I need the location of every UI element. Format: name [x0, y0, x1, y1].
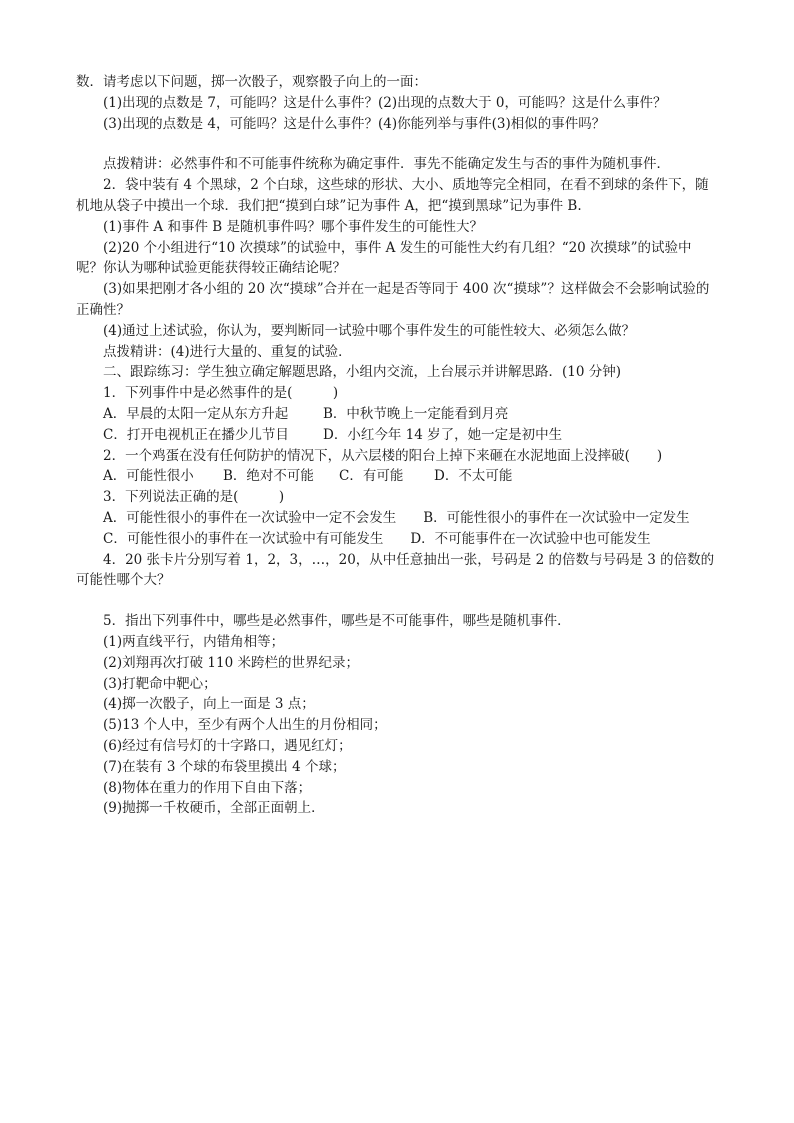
document-page	[76, 72, 716, 819]
example-2-question-4: (4)通过上述试验，你认为，要判断同一试验中哪个事件发生的可能性较大、必须怎么做？	[103, 322, 636, 339]
spacer	[76, 591, 716, 611]
practice-5-item: (6)经过有信号灯的十字路口，遇见红灯；	[103, 737, 352, 754]
practice-2-option-c: C．有可能	[339, 468, 404, 485]
practice-5-item: (1)两直线平行，内错角相等；	[103, 633, 285, 650]
practice-5-item: (9)抛掷一千枚硬币，全部正面朝上．	[103, 800, 325, 817]
practice-5-item: (3)打靶命中靶心；	[103, 675, 217, 692]
example-2-question-1: (1)事件 A 和事件 B 是随机事件吗？哪个事件发生的可能性大？	[103, 218, 483, 235]
practice-5-item: (7)在装有 3 个球的布袋里摸出 4 个球；	[103, 758, 346, 775]
practice-5-item: (5)13 个人中，至少有两个人出生的月份相同；	[103, 717, 387, 734]
practice-1-stem: 1．下列事件中是必然事件的是( )	[103, 385, 339, 402]
practice-2-option-d: D．不太可能	[434, 468, 513, 485]
practice-5-stem: 5．指出下列事件中，哪些是必然事件，哪些是不可能事件，哪些是随机事件．	[103, 613, 571, 630]
example-2-question-3: (3)如果把刚才各小组的 20 次“摸球”合并在一起是否等同于 400 次“摸球”？这样做会不会影响试验的正确性？	[76, 281, 710, 318]
practice-2-options	[76, 466, 716, 487]
practice-3-stem: 3．下列说法正确的是( )	[103, 489, 285, 506]
example-2-question-2: (2)20 个小组进行“10 次摸球”的试验中，事件 A 发生的可能性大约有几组？“20 次摸球”的试验中呢？你认为哪种试验更能获得较正确结论呢？	[76, 239, 692, 277]
practice-3-options-cd: C．可能性很小的事件在一次试验中有可能发生 D．不可能事件在一次试验中也可能发生	[103, 530, 651, 547]
practice-1-option-a: A．早晨的太阳一定从东方升起	[103, 405, 289, 422]
practice-1-option-c: C．打开电视机正在播少儿节目	[103, 426, 289, 443]
practice-1-option-b: B．中秋节晚上一定能看到月亮	[323, 405, 509, 422]
example-2-stem: 2．袋中装有 4 个黑球，2 个白球，这些球的形状、大小、质地等完全相同，在看不到球的条件下，随机地从袋子中摸出一个球．我们把“摸到白球”记为事件 A，把“摸到黑球”记为事件 B.	[76, 177, 709, 214]
practice-4: 4．20 张卡片分别写着 1，2，3，…，20，从中任意抽出一张，号码是 2 的倍数与号码是 3 的倍数的可能性哪个大？	[76, 551, 715, 589]
practice-2-option-a: A．可能性很小	[103, 468, 194, 485]
example-2-tip: 点拨精讲：(4)进行大量的、重复的试验．	[103, 343, 352, 360]
practice-2-stem: 2．一个鸡蛋在没有任何防护的情况下，从六层楼的阳台上掉下来砸在水泥地面上没摔破( )	[103, 447, 663, 464]
practice-2-option-b: B．绝对不可能	[223, 468, 314, 485]
practice-3-options-ab: A．可能性很小的事件在一次试验中一定不会发生 B．可能性很小的事件在一次试验中一定发生	[103, 509, 690, 526]
practice-5-item: (8)物体在重力的作用下自由下落；	[103, 779, 312, 796]
intro-line: 数．请考虑以下问题，掷一次骰子，观察骰子向上的一面：	[76, 74, 427, 90]
dice-question-1-2: (1)出现的点数是 7，可能吗？这是什么事件？(2)出现的点数大于 0，可能吗？这是什么事件？	[103, 94, 667, 111]
section-2-heading: 二、跟踪练习：学生独立确定解题思路，小组内交流，上台展示并讲解思路．(10 分钟)	[103, 364, 622, 381]
practice-1-option-d: D．小红今年 14 岁了，她一定是初中生	[323, 426, 563, 443]
tip-definition: 点拨精讲：必然事件和不可能事件统称为确定事件．事先不能确定发生与否的事件为随机事件．	[103, 156, 670, 173]
practice-1-options-ab	[76, 404, 716, 425]
practice-5-item: (4)掷一次骰子，向上一面是 3 点；	[103, 696, 315, 713]
practice-1-options-cd	[76, 425, 716, 446]
spacer	[76, 134, 716, 154]
practice-5-item: (2)刘翔再次打破 110 米跨栏的世界纪录；	[103, 654, 359, 671]
dice-question-3-4: (3)出现的点数是 4，可能吗？这是什么事件？(4)你能列举与事件(3)相似的事件吗？	[103, 115, 606, 132]
